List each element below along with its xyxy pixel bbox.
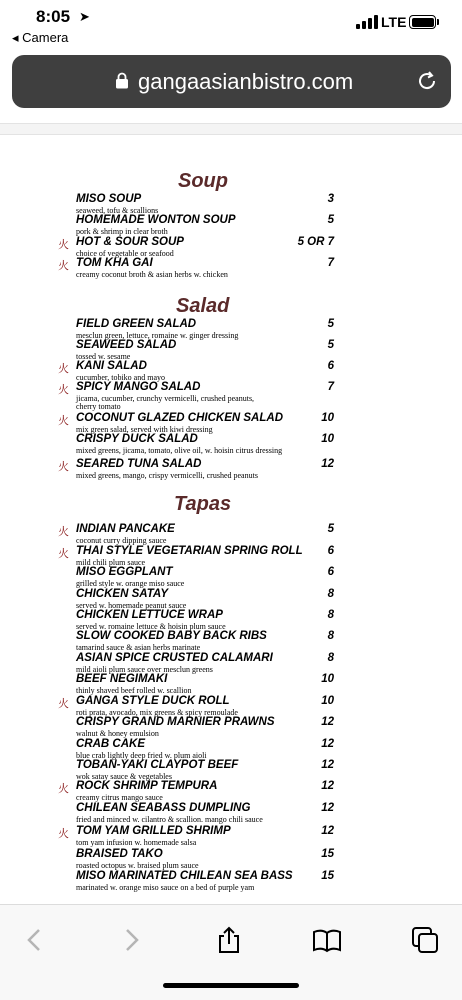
- spicy-icon: 火: [58, 384, 69, 396]
- item-price: 8: [327, 588, 334, 600]
- item-price: 6: [327, 360, 334, 372]
- item-name: HOMEMADE WONTON SOUP: [76, 214, 236, 226]
- item-name: COCONUT GLAZED CHICKEN SALAD: [76, 412, 283, 424]
- item-description: grilled style w. orange miso sauce: [76, 579, 185, 588]
- page-top-divider: [0, 123, 462, 135]
- item-price: 15: [321, 870, 334, 882]
- spicy-icon: 火: [58, 363, 69, 375]
- clock: 8:05: [36, 7, 71, 26]
- back-arrow-icon[interactable]: [20, 925, 50, 955]
- cellular-signal-icon: [356, 15, 378, 29]
- item-name: SEAWEED SALAD: [76, 339, 177, 351]
- lock-icon: [115, 72, 129, 89]
- item-name: BRAISED TAKO: [76, 848, 163, 860]
- carrier-label: LTE: [381, 14, 407, 30]
- item-name: CHILEAN SEABASS DUMPLING: [76, 802, 251, 814]
- battery-icon: [409, 15, 436, 29]
- item-description: served w. romaine lettuce & hoisin plum sauce: [76, 622, 226, 631]
- item-name: ASIAN SPICE CRUSTED CALAMARI: [76, 652, 273, 664]
- item-name: HOT & SOUR SOUP: [76, 236, 184, 248]
- item-price: 12: [321, 738, 334, 750]
- item-price: 5: [327, 339, 334, 351]
- spicy-icon: 火: [58, 698, 69, 710]
- item-price: 10: [321, 412, 334, 424]
- item-price: 6: [327, 545, 334, 557]
- item-name: BEEF NEGIMAKI: [76, 673, 168, 685]
- location-arrow-icon: ➤: [79, 9, 90, 24]
- item-price: 7: [327, 257, 334, 269]
- item-description: cucumber, tobiko and mayo: [76, 373, 165, 382]
- bookmarks-icon[interactable]: [312, 925, 342, 955]
- section-title-tapas: Tapas: [174, 493, 232, 515]
- item-price: 10: [321, 695, 334, 707]
- spicy-icon: 火: [58, 548, 69, 560]
- item-name: CRAB CAKE: [76, 738, 145, 750]
- spicy-icon: 火: [58, 239, 69, 251]
- item-name: MISO MARINATED CHILEAN SEA BASS: [76, 870, 293, 882]
- spicy-icon: 火: [58, 415, 69, 427]
- reload-icon[interactable]: [416, 70, 438, 92]
- spicy-icon: 火: [58, 783, 69, 795]
- item-price: 12: [321, 716, 334, 728]
- item-description: seaweed, tofu & scallions: [76, 206, 159, 215]
- item-price: 8: [327, 630, 334, 642]
- url-text: gangaasianbistro.com: [138, 69, 354, 94]
- item-name: KANI SALAD: [76, 360, 147, 372]
- item-description: mesclun green, lettuce, romaine w. ginger dressing: [76, 331, 239, 340]
- status-bar: [0, 0, 462, 50]
- item-description: served w. homemade peanut sauce: [76, 601, 187, 610]
- item-description: jicama, cucumber, crunchy vermicelli, crushed peanuts,: [76, 394, 255, 403]
- item-name: CHICKEN SATAY: [76, 588, 168, 600]
- item-name: MISO SOUP: [76, 193, 142, 205]
- item-description: wok satay sauce & vegetables: [76, 772, 172, 781]
- item-description: mixed greens, mango, crispy vermicelli, crushed peanuts: [76, 471, 258, 480]
- item-description: walnut & honey emulsion: [76, 729, 159, 738]
- item-name: TOM KHA GAI: [76, 257, 153, 269]
- section-title-salad: Salad: [176, 295, 230, 317]
- item-description: creamy coconut broth & asian herbs w. chicken: [76, 270, 228, 279]
- back-to-app-link[interactable]: ◂ Camera: [12, 30, 69, 45]
- item-name: INDIAN PANCAKE: [76, 523, 175, 535]
- item-description: tamarind sauce & asian herbs marinate: [76, 643, 201, 652]
- item-price: 12: [321, 802, 334, 814]
- item-description: mix green salad, served with kiwi dressing: [76, 425, 213, 434]
- item-name: SLOW COOKED BABY BACK RIBS: [76, 630, 267, 642]
- item-description: mixed greens, jicama, tomato, olive oil, w. hoisin citrus dressing: [76, 446, 283, 455]
- item-price: 12: [321, 780, 334, 792]
- item-price: 8: [327, 652, 334, 664]
- spicy-icon: 火: [58, 461, 69, 473]
- forward-arrow-icon[interactable]: [116, 925, 146, 955]
- item-price: 7: [327, 381, 334, 393]
- item-price: 8: [327, 609, 334, 621]
- spicy-icon: 火: [58, 828, 69, 840]
- item-description: blue crab lightly deep fried w. plum aioli: [76, 751, 207, 760]
- item-name: MISO EGGPLANT: [76, 566, 173, 578]
- item-name: GANGA STYLE DUCK ROLL: [76, 695, 230, 707]
- item-price: 10: [321, 673, 334, 685]
- item-description: tossed w. sesame: [76, 352, 131, 361]
- item-price: 15: [321, 848, 334, 860]
- item-price: 12: [321, 759, 334, 771]
- item-name: SEARED TUNA SALAD: [76, 458, 202, 470]
- item-name: THAI STYLE VEGETARIAN SPRING ROLL: [76, 545, 303, 557]
- item-price: 12: [321, 825, 334, 837]
- item-price: 10: [321, 433, 334, 445]
- item-name: TOM YAM GRILLED SHRIMP: [76, 825, 231, 837]
- item-name: CRISPY GRAND MARNIER PRAWNS: [76, 716, 275, 728]
- item-price: 3: [327, 193, 334, 205]
- item-description: creamy citrus mango sauce: [76, 793, 163, 802]
- item-description: mild chili plum sauce: [76, 558, 146, 567]
- item-description: mild aioli plum sauce over mesclun greens: [76, 665, 213, 674]
- item-name: CRISPY DUCK SALAD: [76, 433, 198, 445]
- item-description: roti prata, avocado, mix greens & spicy remoulade: [76, 708, 238, 717]
- item-description: tom yam infusion w. homemade salsa: [76, 838, 197, 847]
- item-price: 5: [327, 318, 334, 330]
- item-description: pork & shrimp in clear broth: [76, 227, 168, 236]
- item-name: CHICKEN LETTUCE WRAP: [76, 609, 223, 621]
- item-price: 5: [327, 214, 334, 226]
- item-price: 12: [321, 458, 334, 470]
- item-price: 5 OR 7: [297, 236, 334, 248]
- item-description: fried and minced w. cilantro & scallion. mango chili sauce: [76, 815, 263, 824]
- item-name: TOBAN-YAKI CLAYPOT BEEF: [76, 759, 239, 771]
- home-indicator: [163, 983, 299, 988]
- spicy-icon: 火: [58, 260, 69, 272]
- item-description: marinated w. orange miso sauce on a bed of purple yam: [76, 883, 255, 892]
- item-description: thinly shaved beef rolled w. scallion: [76, 686, 192, 695]
- item-description: coconut curry dipping sauce: [76, 536, 167, 545]
- item-price: 6: [327, 566, 334, 578]
- item-description-cont: cherry tomato: [76, 402, 121, 411]
- share-icon[interactable]: [214, 925, 244, 955]
- item-price: 5: [327, 523, 334, 535]
- section-title-soup: Soup: [178, 170, 228, 192]
- item-name: FIELD GREEN SALAD: [76, 318, 197, 330]
- spicy-icon: 火: [58, 526, 69, 538]
- item-description: choice of vegetable or seafood: [76, 249, 174, 258]
- item-description: roasted octopus w. braised plum sauce: [76, 861, 199, 870]
- item-name: ROCK SHRIMP TEMPURA: [76, 780, 218, 792]
- address-bar[interactable]: [12, 55, 451, 108]
- item-name: SPICY MANGO SALAD: [76, 381, 201, 393]
- tabs-icon[interactable]: [410, 925, 440, 955]
